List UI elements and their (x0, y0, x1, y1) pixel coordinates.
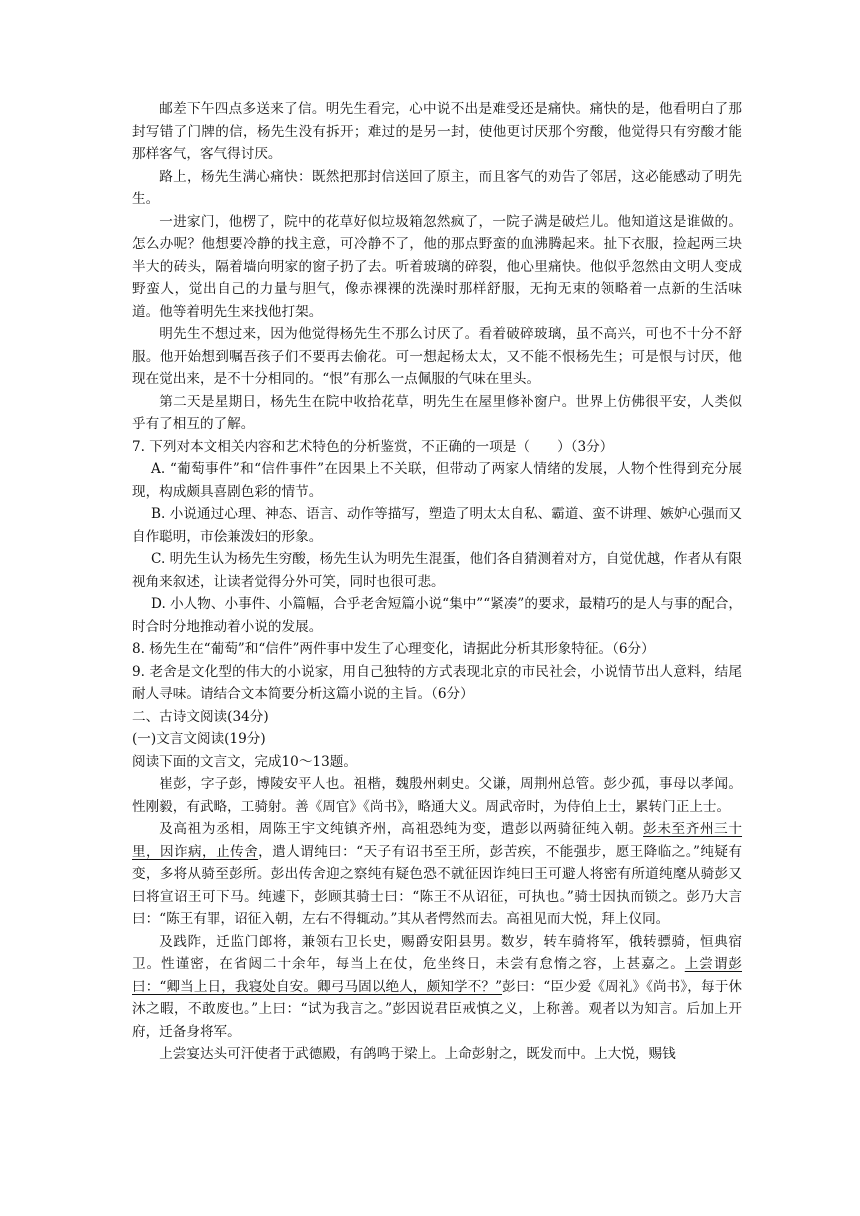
question-7-option-a: A. “葡萄事件”和“信件事件”在因果上不关联，但带动了两家人情绪的发展，人物个性得到充分展现，构成颇具喜剧色彩的情节。 (132, 461, 742, 500)
classical-paragraph (132, 931, 742, 1044)
classical-paragraph: 上尝宴达头可汗使者于武德殿，有鸽鸣于梁上。上命彭射之，既发而中。上大悦，赐钱 (159, 1046, 676, 1062)
story-paragraph: 一进家门，他楞了，院中的花草好似垃圾箱忽然疯了，一院子满是破烂儿。他知道这是谁做的。怎么办呢？他想要冷静的找主意，可冷静不了，他的那点野蛮的血沸腾起来。扯下衣服，捡起两三块半大的砖头，隔着墙向明家的窗子扔了去。听着玻璃的碎裂，他心里痛快。他似乎忽然由文明人变成野蛮人，觉出自己的力量与胆气，像赤裸裸的洗澡时那样舒服，无拘无束的领略着一点新的生活味道。他等着明先生来找他打架。 (132, 213, 742, 320)
underlined-sentence: 上尝谓彭曰：“卿当上日，我寝处自安。卿弓马固以绝人，颇知学不？” (132, 956, 742, 995)
question-7-option-c: C. 明先生认为杨先生穷酸，杨先生认为明先生混蛋，他们各自猜测着对方，自觉优越，作者从有限视角来叙述，让读者觉得分外可笑，同时也很可悲。 (132, 551, 742, 590)
question-9: 9. 老舍是文化型的伟大的小说家，用自己独特的方式表现北京的市民社会，小说情节出人意料，结尾耐人寻味。请结合文本简要分析这篇小说的主旨。（6分） (132, 663, 742, 702)
reading-instruction: 阅读下面的文言文，完成10～13题。 (132, 753, 357, 770)
story-paragraph: 路上，杨先生满心痛快：既然把那封信送回了原主，而且客气的劝告了邻居，这必能感动了明先生。 (132, 168, 742, 207)
question-7-stem: 7. 下列对本文相关内容和艺术特色的分析鉴赏，不正确的一项是（ ）（3分） (132, 438, 614, 455)
classical-paragraph (132, 818, 742, 931)
question-8: 8. 杨先生在“葡萄”和“信件”两件事中发生了心理变化，请据此分析其形象特征。（6分） (132, 641, 655, 657)
section-heading: 二、古诗文阅读(34分) (132, 708, 269, 725)
classical-text: ，遣人谓纯曰：“天子有诏书至王所，彭苦疾，不能强步，愿王降临之。”纯疑有变，多将从骑至彭所。彭出传舍迎之察纯有疑色恐不就征因诈纯曰王可避人将密有所道纯麾从骑彭又曰将宣诏王可下马。纯遽下，彭顾其骑士曰：“陈王不从诏征，可执也。”骑士因执而锁之。彭乃大言曰：“陈王有罪，诏征入朝，左右不得辄动。”其从者愕然而去。高祖见而大悦，拜上仪同。 (132, 843, 742, 927)
classical-text: 及高祖为丞相，周陈王宇文纯镇齐州，高祖恐纯为变，遣彭以两骑征纯入朝。 (159, 821, 644, 837)
question-7-option-b: B. 小说通过心理、神态、语言、动作等描写，塑造了明太太自私、霸道、蛮不讲理、嫉妒心强而又自作聪明，市侩兼泼妇的形象。 (132, 506, 742, 545)
story-paragraph: 明先生不想过来，因为他觉得杨先生不那么讨厌了。看着破碎玻璃，虽不高兴，可也不十分不舒服。他开始想到嘱吾孩子们不要再去偷花。可一想起杨太太，又不能不恨杨先生；可是恨与讨厌，他现在觉出来，是不十分相同的。“恨”有那么一点佩服的气味在里头。 (132, 326, 742, 387)
story-paragraph: 第二天是星期日，杨先生在院中收拾花草，明先生在屋里修补窗户。世界上仿佛很平安，人类似乎有了相互的了解。 (132, 393, 742, 432)
classical-text: 彭曰：“臣少爱《周礼》《尚书》，每于休沐之暇，不敢废也。”上曰：“试为我言之。”彭因说君臣戒慎之义，上称善。观者以为知言。后加上开府，迁备身将军。 (132, 978, 742, 1040)
subsection-heading: (一)文言文阅读(19分) (132, 731, 266, 747)
classical-text: 及践阼，迁监门郎将，兼领右卫长史，赐爵安阳县男。数岁，转车骑将军，俄转骠骑，恒典宿卫。性谨密，在省闼二十余年，每当上在仗，危坐终日，未尝有怠惰之容，上甚嘉之。 (132, 933, 742, 972)
underlined-sentence: 彭未至齐州三十里，因诈病，止传舍 (132, 821, 743, 860)
classical-paragraph: 崔彭，字子彭，博陵安平人也。祖楷，魏殷州刺史。父谦，周荆州总管。彭少孤，事母以孝闻。性刚毅，有武略，工骑射。善《周官》《尚书》，略通大义。周武帝时，为侍伯上士，累转门正上士。 (132, 776, 742, 815)
question-7-option-d: D. 小人物、小事件、小篇幅，合乎老舍短篇小说“集中”“紧凑”的要求，最精巧的是人与事的配合，时合时分地推动着小说的发展。 (132, 596, 742, 635)
story-paragraph: 邮差下午四点多送来了信。明先生看完，心中说不出是难受还是痛快。痛快的是，他看明白了那封写错了门牌的信，杨先生没有拆开；难过的是另一封，使他更讨厌那个穷酸，他觉得只有穷酸才能那样客气，客气得讨厌。 (132, 101, 742, 162)
